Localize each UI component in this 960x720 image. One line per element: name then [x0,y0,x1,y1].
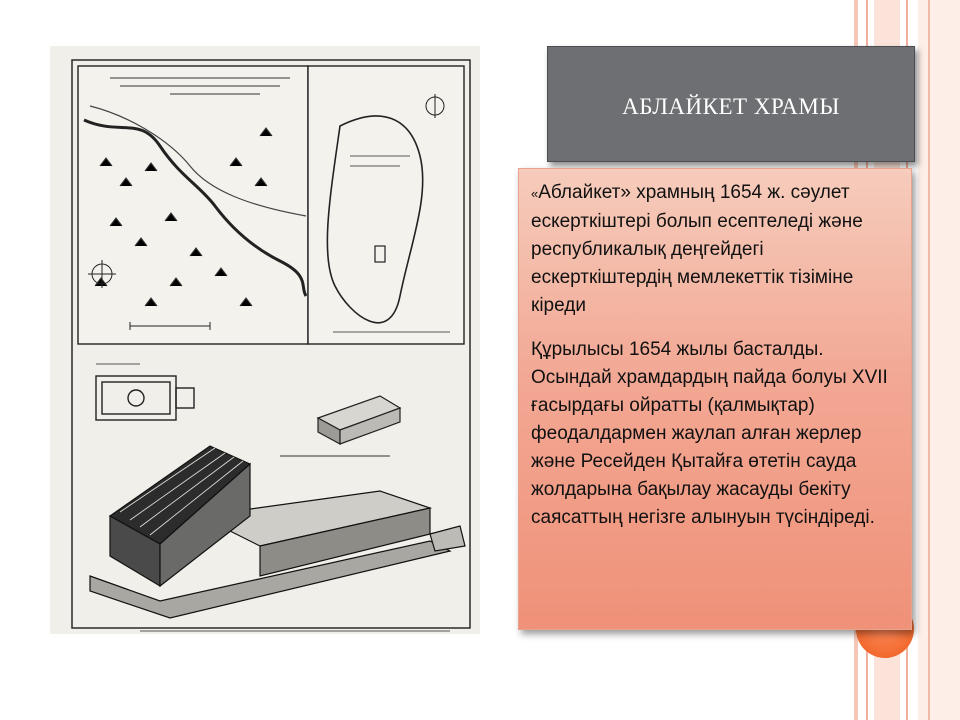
slide-title-box [547,46,915,162]
open-quote: « [531,186,539,201]
temple-engraving-image [50,46,480,634]
paragraph-1-text: Аблайкет» храмның 1654 ж. сәулет ескерткіштері болып есептеледі және республикалық деңгейдегі ескерткіштердің мемлекеттік тізіміне кіреди [531,182,863,316]
enclosure-plan-panel [308,66,464,344]
slide-title: АБЛАЙКЕТ ХРАМЫ [622,94,840,119]
map-panel [78,66,308,344]
stripe [928,0,930,720]
stripe [918,0,960,720]
engraving-drawing [50,46,480,634]
paragraph-construction-history: Құрылысы 1654 жылы басталды. Осындай храмдардың пайда болуы XVII ғасырдағы ойратты (қалмықтар) феодалдармен жаулап алған жерлер және Ресейден Қытайға өтетін сауда жолдарына бақылау жасауды бекіту саясаттың негізге алынуын түсіндіреді. [531,339,888,528]
content-text-box [518,168,912,630]
paragraph-monument-status [531,179,901,320]
